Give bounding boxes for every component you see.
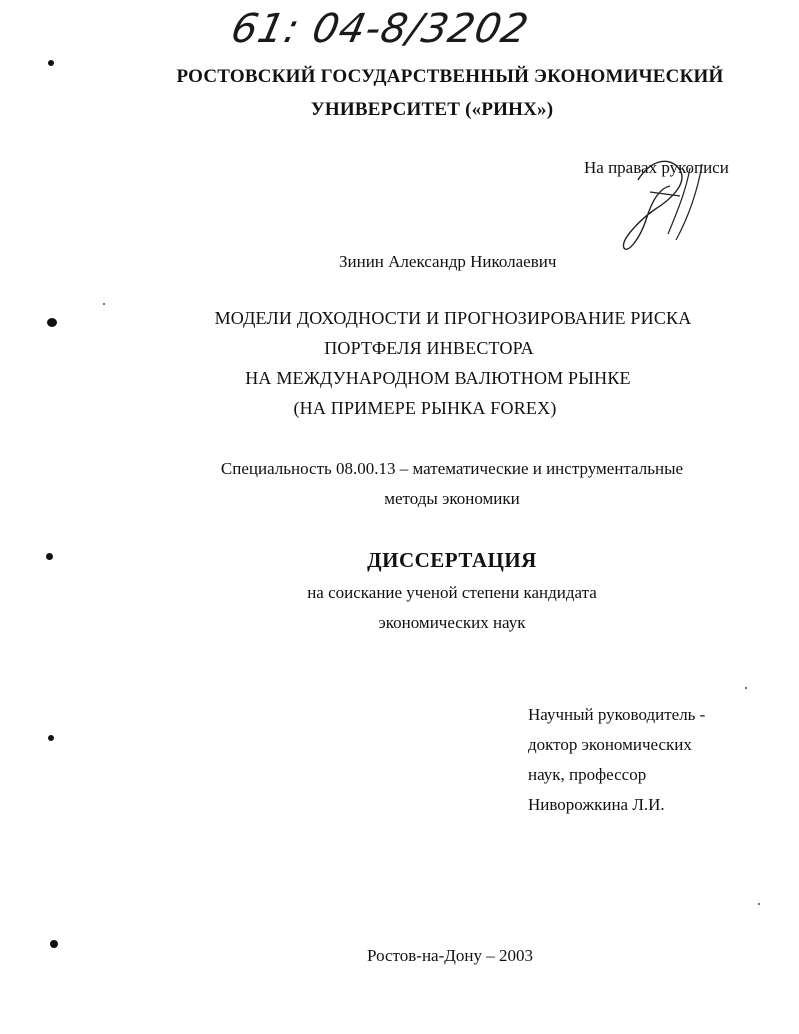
advisor-block <box>528 700 705 820</box>
advisor-line-2: доктор экономических <box>528 735 692 754</box>
title-line-2: ПОРТФЕЛЯ ИНВЕСТОРА <box>324 338 534 358</box>
work-type-heading: ДИССЕРТАЦИЯ <box>367 548 537 572</box>
advisor-name: Ниворожкина Л.И. <box>528 795 665 814</box>
scan-speck <box>745 687 747 689</box>
degree-line-1: на соискание ученой степени кандидата <box>307 583 597 602</box>
signature <box>610 150 720 260</box>
city-year: Ростов-на-Дону – 2003 <box>367 946 533 965</box>
title-line-1: МОДЕЛИ ДОХОДНОСТИ И ПРОГНОЗИРОВАНИЕ РИСКА <box>214 308 692 328</box>
archive-code: 61: 04-8/3202 <box>227 6 534 52</box>
scan-speck <box>103 303 105 305</box>
manuscript-rights: На правах рукописи <box>584 158 729 177</box>
title-line-3: НА МЕЖДУНАРОДНОМ ВАЛЮТНОМ РЫНКЕ <box>245 368 631 388</box>
advisor-line-3: наук, профессор <box>528 765 647 784</box>
author-name: Зинин Александр Николаевич <box>339 252 557 271</box>
title-line-4: (НА ПРИМЕРЕ РЫНКА FOREX) <box>293 398 557 418</box>
university-line-2: УНИВЕРСИТЕТ («РИНХ») <box>310 99 554 120</box>
advisor-line-1: Научный руководитель - <box>528 705 706 724</box>
degree-line-2: экономических наук <box>378 613 526 632</box>
binder-hole <box>48 735 54 741</box>
scan-speck <box>758 903 760 905</box>
specialty-line-1: Специальность 08.00.13 – математические и инструментальные <box>220 459 684 478</box>
specialty-line-2: методы экономики <box>384 489 520 508</box>
university-line-1: РОСТОВСКИЙ ГОСУДАРСТВЕННЫЙ ЭКОНОМИЧЕСКИЙ <box>176 66 724 87</box>
